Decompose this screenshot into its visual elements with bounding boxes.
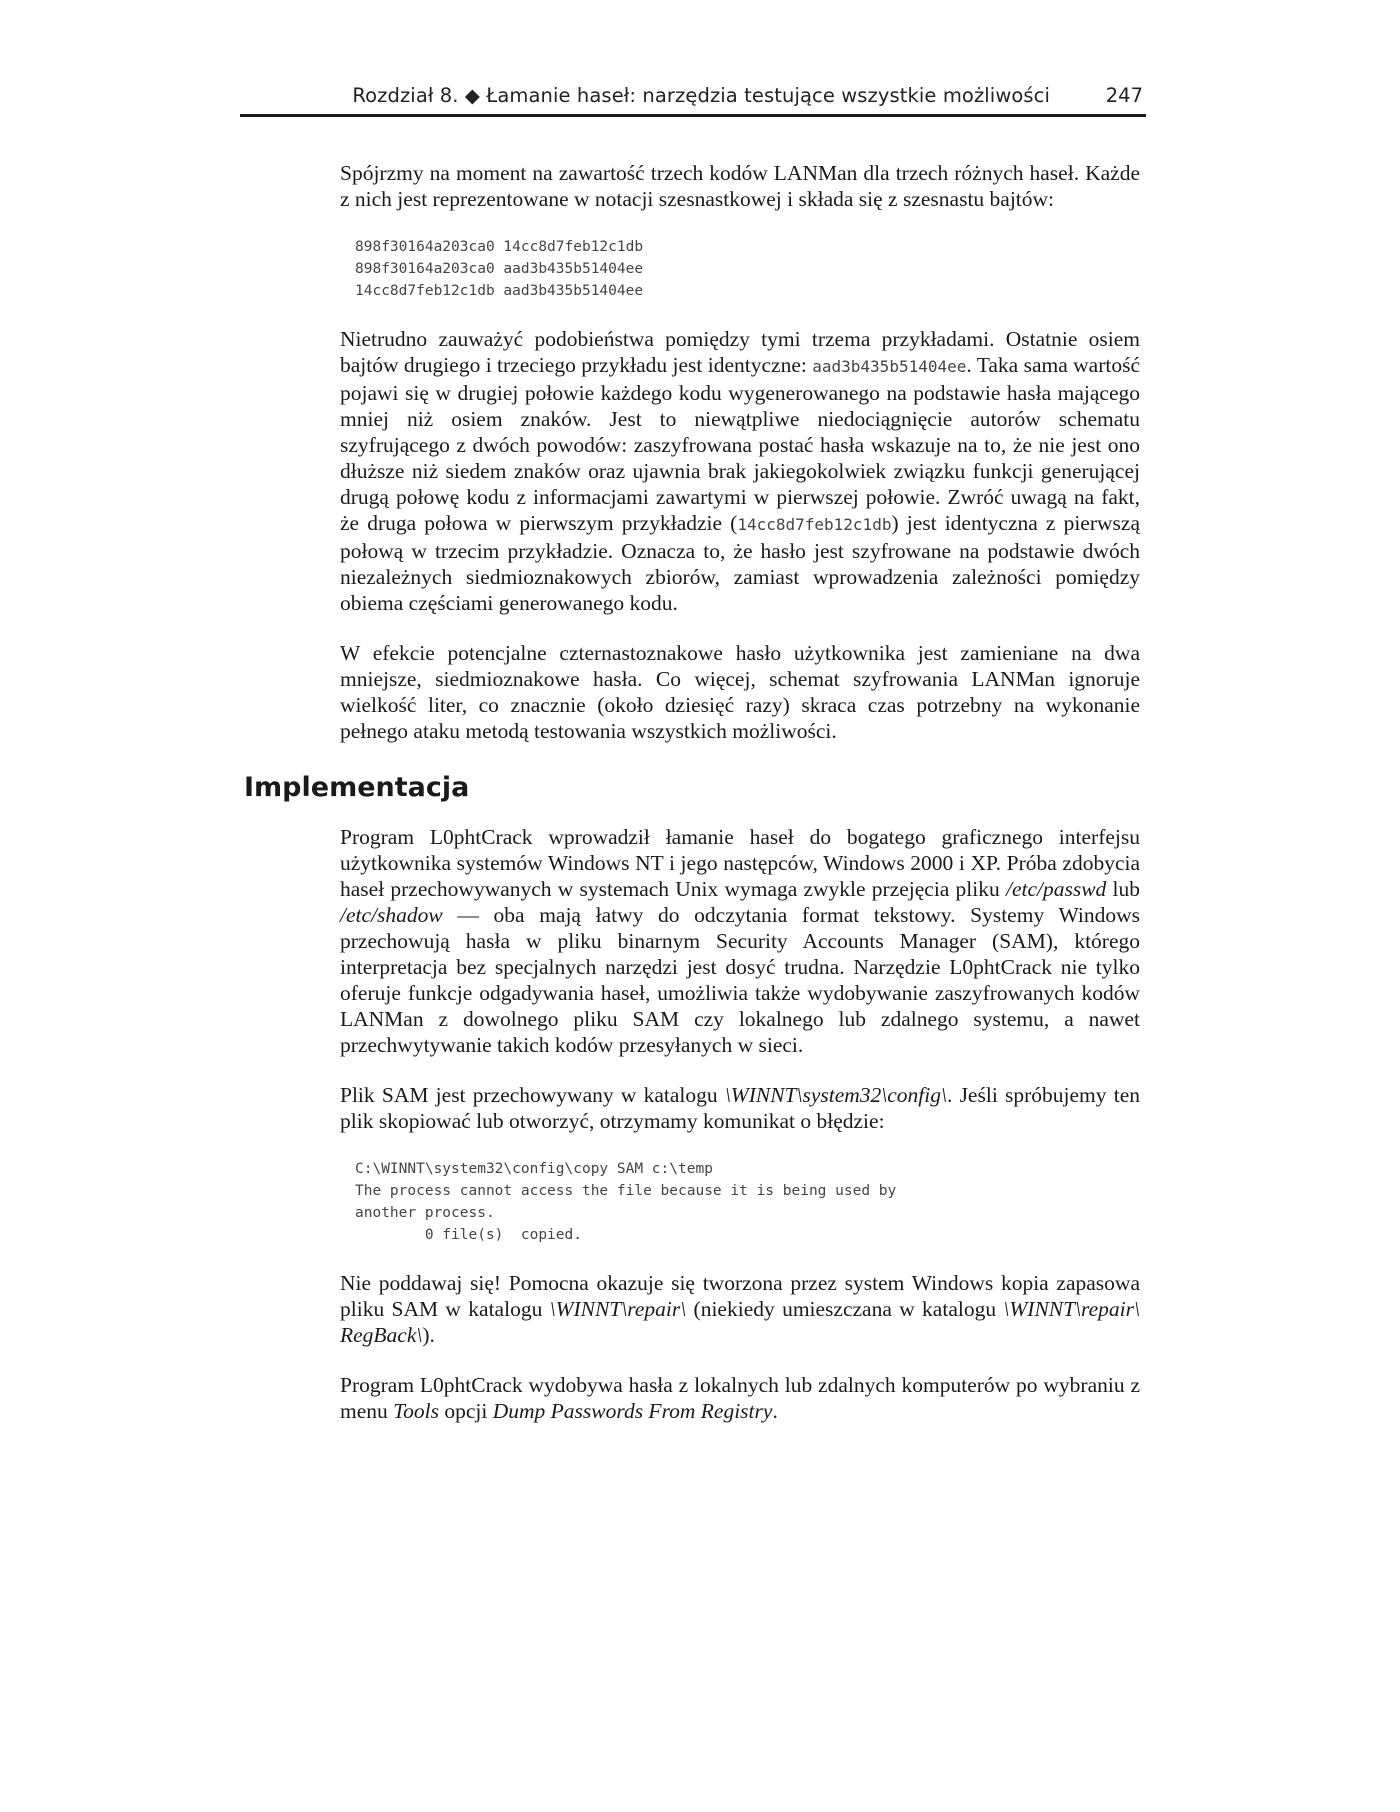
text-run: ) jest identyczna z pierwszą połową w trzecim przykładzie. Oznacza to, że hasło jest szyfrowane na podstawie dwóch niezależnych siedmioznakowych zbiorów, zamiast wprowadzenia zależności pomiędzy obiema częściami generowanego kodu.: [340, 511, 1140, 615]
inline-code: 14cc8d7feb12c1db: [737, 515, 892, 534]
path-text: \WINNT\repair\ RegBack\: [340, 1297, 1140, 1347]
code-block-copy-error: C:\WINNT\system32\config\copy SAM c:\temp The process cannot access the file because it is being used by another process. 0 file(s) copied.: [355, 1161, 897, 1243]
page-body: [244, 160, 1140, 1448]
paragraph-lanman-weakness: W efekcie potencjalne czternastoznakowe hasło użytkownika jest zamieniane na dwa mniejsze, siedmioznakowe hasła. Co więcej, schemat szyfrowania LANMan ignoruje wielkość liter, co znacznie (około dziesięć razy) skraca czas potrzebny na wykonanie pełnego ataku metodą testowania wszystkich możliwości.: [340, 641, 1140, 743]
running-header: [240, 84, 1145, 114]
menu-name: Tools: [393, 1399, 439, 1423]
menu-option-name: Dump Passwords From Registry: [492, 1399, 773, 1423]
text-run: lub: [1106, 877, 1140, 901]
paragraph-l0phtcrack-intro: [340, 824, 1140, 1058]
chapter-title: Rozdział 8. ◆ Łamanie haseł: narzędzia testujące wszystkie możliwości: [352, 84, 1050, 107]
paragraph-dump-passwords: [340, 1372, 1140, 1424]
page-number: 247: [1105, 84, 1143, 107]
paragraph-sam-backup: [340, 1270, 1140, 1348]
section-heading: Implementacja: [244, 772, 470, 803]
path-text: /etc/shadow: [340, 903, 443, 927]
text-run: Program L0phtCrack wprowadził łamanie haseł do bogatego graficznego interfejsu użytkownika systemów Windows NT i jego następców, Windows 2000 i XP. Próba zdobycia haseł przechowywanych w systemach Unix wymaga zwykle przejęcia pliku: [340, 825, 1140, 901]
text-run: Program L0phtCrack wydobywa hasła z lokalnych lub zdalnych komputerów po wybraniu z menu: [340, 1373, 1140, 1423]
paragraph-sam-location: [340, 1082, 1140, 1134]
text-run: .: [772, 1399, 778, 1423]
text-run: . Jeśli spróbujemy ten plik skopiować lub otworzyć, otrzymamy komunikat o błędzie:: [340, 1083, 1140, 1133]
path-text: \WINNT\system32\config\: [724, 1083, 947, 1107]
text-run: Plik SAM jest przechowywany w katalogu: [340, 1083, 725, 1107]
paragraph-lanman-intro: Spójrzmy na moment na zawartość trzech kodów LANMan dla trzech różnych haseł. Każde z nich jest reprezentowane w notacji szesnastkowej i składa się z szesnastu bajtów:: [340, 161, 1140, 211]
header-rule: [240, 114, 1146, 117]
text-run: . Taka sama wartość pojawi się w drugiej połowie każdego kodu wygenerowanego na podstawie hasła mającego mniej niż osiem znaków. Jest to niewątpliwe niedociągnięcie autorów schematu szyfrującego z dwóch powodów: zaszyfrowana postać hasła wskazuje na to, że nie jest ono dłuższe niż siedem znaków oraz ujawnia brak jakiegokolwiek związku funkcji generującej drugą połowę kodu z informacjami zawartymi w pierwszej połowie. Zwróć uwagą na fakt, że druga połowa w pierwszym przykładzie (: [340, 353, 1140, 535]
paragraph-hash-analysis: [340, 326, 1140, 616]
path-text: /etc/passwd: [1005, 877, 1107, 901]
text-run: Nie poddawaj się! Pomocna okazuje się tworzona przez system Windows kopia zapasowa pliku SAM w katalogu: [340, 1271, 1140, 1321]
code-block-lanman-hashes: 898f30164a203ca0 14cc8d7feb12c1db 898f30164a203ca0 aad3b435b51404ee 14cc8d7feb12c1db aad3b435b51404ee: [355, 239, 644, 299]
text-run: opcji: [438, 1399, 493, 1423]
text-run: ).: [422, 1323, 435, 1347]
inline-code: aad3b435b51404ee: [812, 357, 967, 376]
text-run: (niekiedy umieszczana w katalogu: [686, 1297, 1004, 1321]
path-text: \WINNT\repair\: [549, 1297, 687, 1321]
text-run: — oba mają łatwy do odczytania format tekstowy. Systemy Windows przechowują hasła w pliku binarnym Security Accounts Manager (SAM), którego interpretacja bez specjalnych narzędzi jest dosyć trudna. Narzędzie L0phtCrack nie tylko oferuje funkcje odgadywania haseł, umożliwia także wydobywanie zaszyfrowanych kodów LANMan z dowolnego pliku SAM czy lokalnego lub zdalnego systemu, a nawet przechwytywanie takich kodów przesyłanych w sieci.: [340, 903, 1140, 1057]
text-run: Nietrudno zauważyć podobieństwa pomiędzy tymi trzema przykładami. Ostatnie osiem bajtów drugiego i trzeciego przykładu jest identyczne:: [340, 327, 1140, 377]
